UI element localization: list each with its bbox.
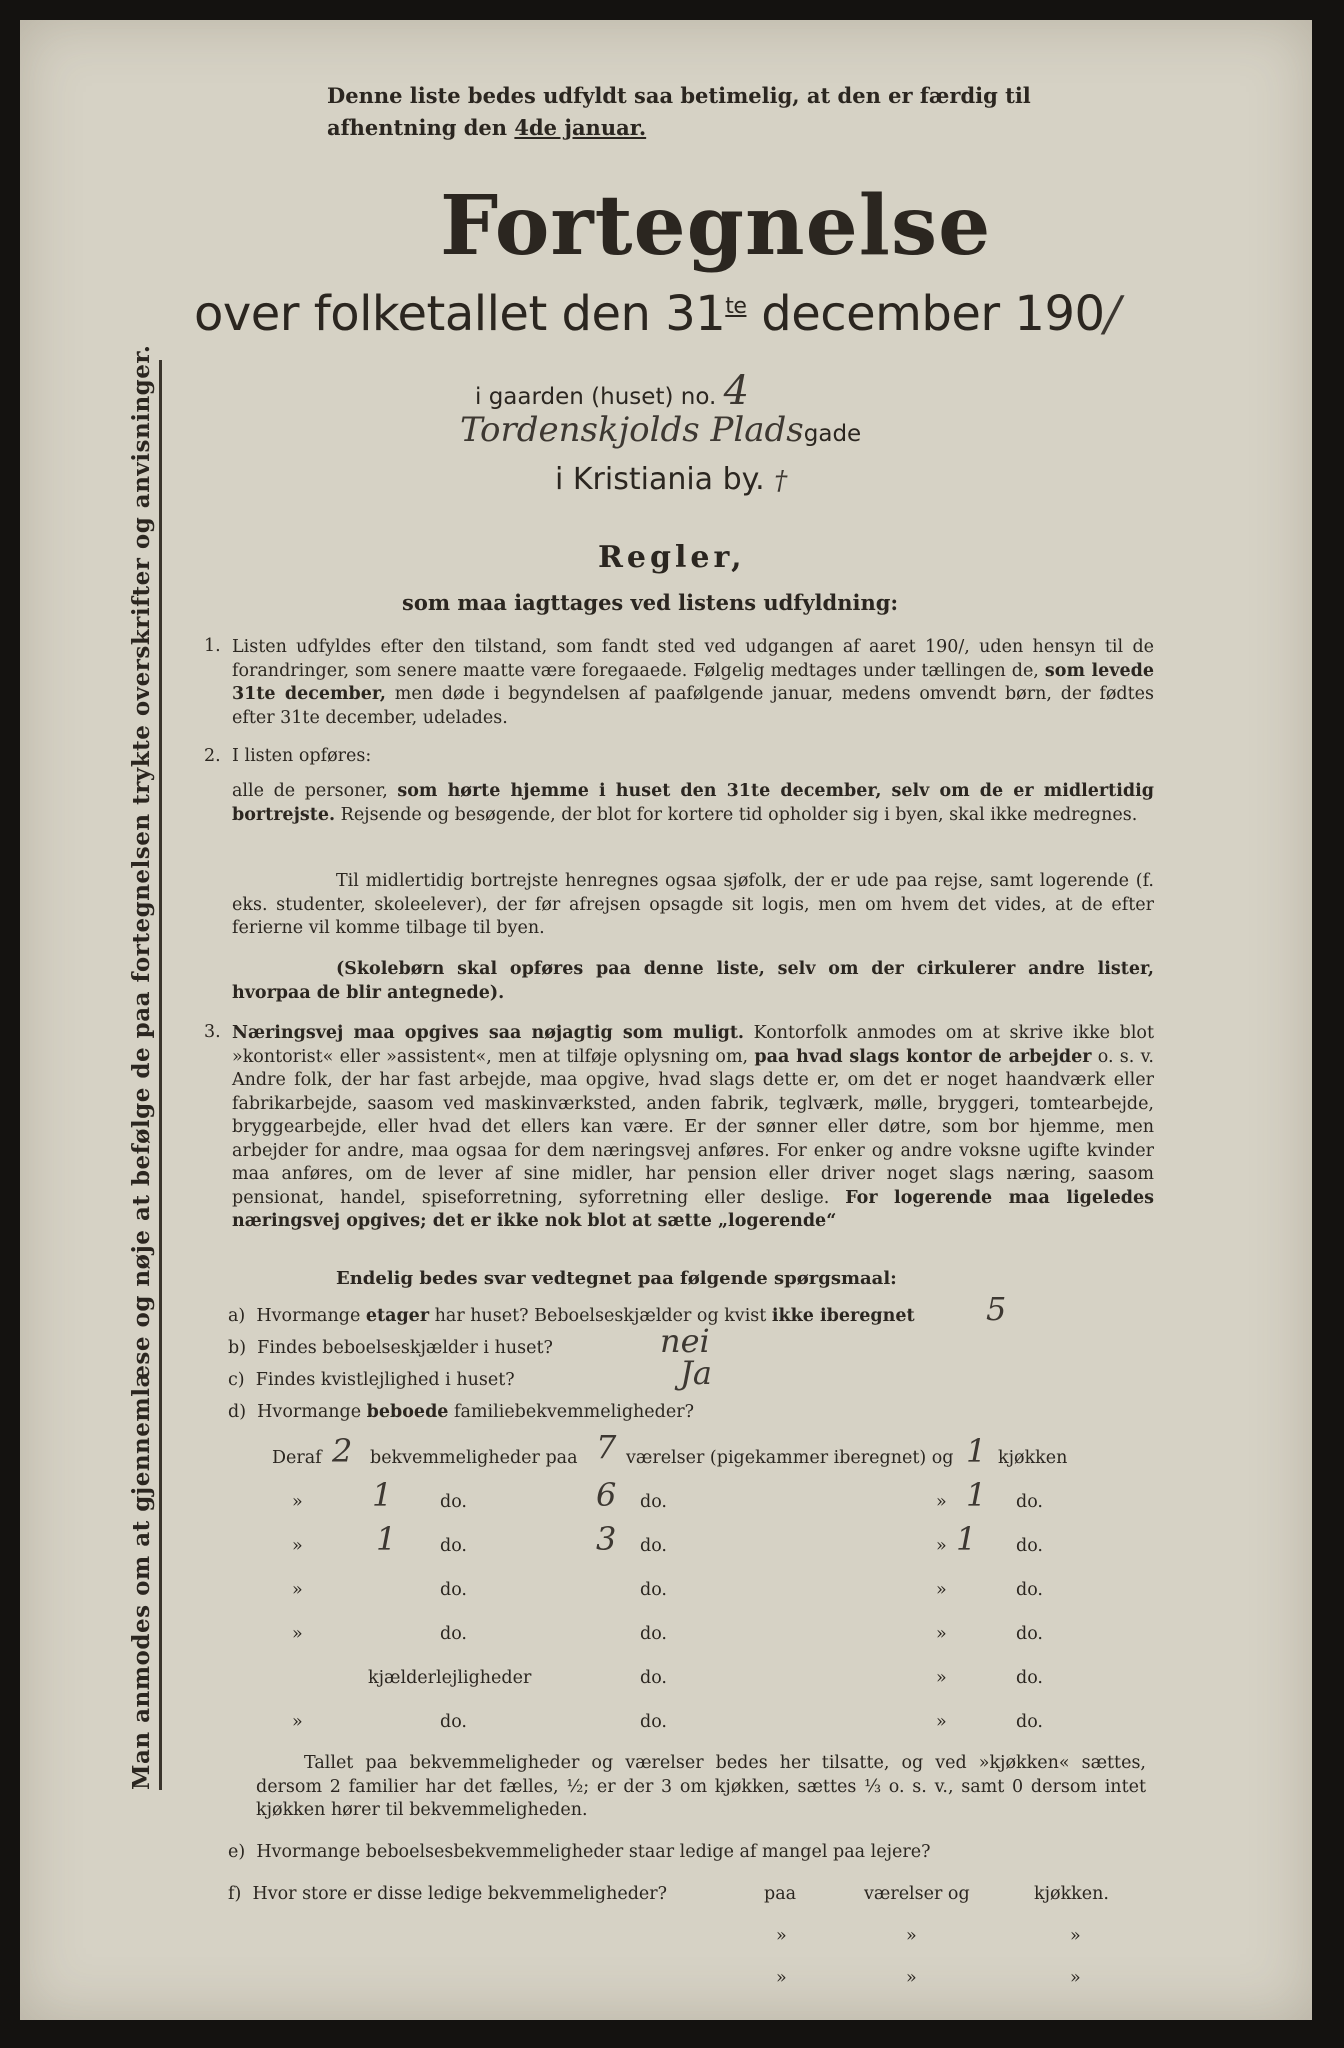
rule-3-part-a: Kontorfolk anmodes om at skrive ikke blot »kontorist« eller »assistent«, men at tilføje oplysning om, (232, 1023, 1154, 1067)
answer-a-handwritten: 5 (986, 1290, 1007, 1328)
form-title: Fortegnelse (440, 178, 992, 274)
question-a (228, 1306, 915, 1326)
question-f-vaerelser: værelser og (864, 1884, 970, 1904)
notice-line-1: Denne liste bedes udfyldt saa betimelig, at den er færdig til (327, 83, 1031, 108)
rule-3-bold-c: For logerende maa ligeledes næringsvej opgives; det er ikke nok blot at sætte „logerende“ (232, 1187, 1154, 1231)
rule-2-number: 2. (204, 746, 221, 766)
table-row-6-quote-2: » (936, 1668, 947, 1688)
collection-notice (327, 80, 1031, 144)
notice-line-2-pre: afhentning den (327, 115, 515, 140)
table-row-1-bekv: 2 (332, 1432, 353, 1470)
question-b-text: Findes beboelseskjælder i huset? (257, 1338, 553, 1358)
table-row-3-do-1: do. (440, 1536, 467, 1556)
question-c-label: c) (228, 1370, 245, 1390)
question-f-quote-5: » (906, 1968, 917, 1988)
question-b-label: b) (228, 1338, 247, 1358)
question-f-quote-4: » (776, 1968, 787, 1988)
table-row-2-do-1: do. (440, 1492, 467, 1512)
question-f-kjokken: kjøkken. (1034, 1884, 1109, 1904)
subtitle-year-handwritten: / (1104, 286, 1121, 342)
table-row-7-do-3: do. (1016, 1712, 1043, 1732)
subtitle-year: december 190 (761, 286, 1105, 342)
question-f (228, 1884, 667, 1904)
table-row-5-do-3: do. (1016, 1624, 1043, 1644)
rule-2-part-a: alle de personer, (232, 781, 388, 801)
table-bekv-header: bekvemmeligheder paa (370, 1448, 578, 1468)
question-e-label: e) (228, 1842, 246, 1862)
question-f-quote-6: » (1070, 1968, 1081, 1988)
table-kjaelder-label: kjælderlejligheder (368, 1668, 532, 1688)
table-row-6-do-3: do. (1016, 1668, 1043, 1688)
table-row-2-vaer: 6 (596, 1476, 617, 1514)
question-c (228, 1370, 515, 1390)
table-row-2-quote: » (292, 1492, 303, 1512)
table-row-3-quote-2: » (936, 1536, 947, 1556)
table-row-4-quote: » (292, 1580, 303, 1600)
question-b (228, 1338, 553, 1358)
table-row-7-do-1: do. (440, 1712, 467, 1732)
city-text: i Kristiania by. (555, 462, 765, 497)
table-row-7-do-2: do. (640, 1712, 667, 1732)
notice-line-2 (327, 112, 1031, 144)
rule-1-number: 1. (204, 636, 221, 656)
question-d-post: familiebekvemmeligheder? (454, 1402, 694, 1422)
question-a-pre: Hvormange (256, 1306, 361, 1326)
table-row-2-bekv: 1 (372, 1476, 393, 1514)
rule-2-part-b: Rejsende og besøgende, der blot for kortere tid opholder sig i byen, skal ikke medregnes. (340, 804, 1138, 825)
rule-3-bold-b: paa hvad slags kontor de arbejder (754, 1046, 1092, 1067)
table-row-4-do-3: do. (1016, 1580, 1043, 1600)
notice-date: 4de januar. (514, 115, 647, 140)
table-row-7-quote-2: » (936, 1712, 947, 1732)
rule-3-number: 3. (204, 1022, 221, 1042)
rules-subtitle: som maa iagttages ved listens udfyldning: (402, 590, 899, 615)
table-row-1-vaer: 7 (596, 1428, 617, 1466)
question-a-label: a) (228, 1306, 246, 1326)
margin-instruction: Man anmodes om at gjennemlæse og nøje at befølge de paa fortegnelsen trykte overskrifter og anvisninger. (128, 360, 162, 1790)
question-f-quote-1: » (776, 1926, 787, 1946)
table-row-3-do-3: do. (1016, 1536, 1043, 1556)
table-row-5-quote: » (292, 1624, 303, 1644)
question-a-bold: etager (365, 1306, 430, 1326)
rule-3-bold-a: Næringsvej maa opgives saa nøjagtig som muligt. (232, 1023, 745, 1043)
question-d-bold: beboede (366, 1402, 449, 1422)
table-kjokken-header: kjøkken (998, 1448, 1068, 1468)
table-footnote: Tallet paa bekvemmeligheder og værelser bedes her tilsatte, og ved »kjøkken« sættes, dersom 2 familier har det fælles, ½; er der 3 om kjøkken, sættes ⅓ o. s. v., samt 0 dersom intet kjøkken hører til bekvemmeligheden. (256, 1753, 1146, 1820)
city-mark: † (774, 466, 788, 496)
table-row-3-bekv: 1 (376, 1520, 397, 1558)
question-e (228, 1842, 930, 1862)
table-row-4-do-2: do. (640, 1580, 667, 1600)
table-row-5-do-2: do. (640, 1624, 667, 1644)
question-a-bold-2: ikke iberegnet (771, 1306, 915, 1326)
answer-b-handwritten: nei (660, 1322, 710, 1360)
table-deraf: Deraf (272, 1448, 322, 1468)
table-row-1-kjok: 1 (966, 1432, 987, 1470)
answer-c-handwritten: Ja (680, 1354, 712, 1392)
rule-2-temporary: Til midlertidig bortrejste henregnes ogsaa sjøfolk, der er ude paa rejse, samt logerende (f. eks. studenter, skoleelever), der før afrejsen opsagde sit logis, men om hvem det vides, at de efter ferierne vil komme tilbage til byen. (232, 871, 1154, 938)
street-line (460, 410, 861, 450)
rule-1-part-b: men døde i begyndelsen af paafølgende januar, medens omvendt børn, der fødtes efter 31te december, udelades. (232, 684, 1154, 728)
table-row-5-quote-2: » (936, 1624, 947, 1644)
question-a-mid: har huset? Beboelseskjælder og kvist (434, 1306, 767, 1326)
table-vaerelser-header: værelser (pigekammer iberegnet) og (626, 1448, 954, 1468)
house-number-line (475, 368, 749, 414)
table-row-3-kjok: 1 (956, 1520, 977, 1558)
question-d (228, 1402, 694, 1422)
table-row-6-do-2: do. (640, 1668, 667, 1688)
house-number-handwritten: 4 (723, 368, 750, 414)
table-row-2-quote-2: » (936, 1492, 947, 1512)
question-f-label: f) (228, 1884, 242, 1904)
table-row-3-vaer: 3 (596, 1520, 617, 1558)
house-label: i gaarden (huset) no. (475, 384, 717, 410)
table-row-3-do-2: do. (640, 1536, 667, 1556)
rule-1-bold: som levede 31te december, (232, 660, 1154, 704)
subtitle-sup: te (725, 294, 747, 319)
question-f-quote-3: » (1070, 1926, 1081, 1946)
rule-2-text (232, 780, 1154, 827)
city-line (555, 462, 787, 497)
table-row-4-quote-2: » (936, 1580, 947, 1600)
street-handwritten: Tordenskjolds Plads (460, 410, 804, 450)
table-row-5-do-1: do. (440, 1624, 467, 1644)
question-e-text: Hvormange beboelsesbekvemmeligheder staar ledige af mangel paa lejere? (256, 1842, 931, 1862)
table-row-2-kjok: 1 (966, 1476, 987, 1514)
table-row-2-do-2: do. (640, 1492, 667, 1512)
rule-2-bold: som hørte hjemme i huset den 31te december, selv om de er midlertidig bortrejste. (232, 781, 1154, 825)
form-subtitle (194, 286, 1120, 342)
question-d-pre: Hvormange (257, 1402, 362, 1422)
table-row-3-quote: » (292, 1536, 303, 1556)
rule-2-heading: I listen opføres: (232, 746, 372, 766)
questions-heading: Endelig bedes svar vedtegnet paa følgende spørgsmaal: (336, 1268, 897, 1289)
question-f-text: Hvor store er disse ledige bekvemmeligheder? (252, 1884, 668, 1904)
question-f-quote-2: » (906, 1926, 917, 1946)
rules-title: Regler, (598, 540, 746, 575)
table-row-4-do-1: do. (440, 1580, 467, 1600)
question-d-label: d) (228, 1402, 247, 1422)
table-row-2-do-3: do. (1016, 1492, 1043, 1512)
street-suffix: gade (803, 421, 862, 447)
rule-1-part-a: Listen udfyldes efter den tilstand, som fandt sted ved udgangen af aaret 190/, uden hensyn til de forandringer, som senere maatte være foregaaede. Følgelig medtages under tællingen de, (232, 637, 1154, 681)
table-row-7-quote: » (292, 1712, 303, 1732)
question-f-paa: paa (764, 1884, 797, 1904)
rule-3-part-b: o. s. v. Andre folk, der har fast arbejde, maa opgive, hvad slags dette er, om det er noget haandværk eller fabrikarbejde, saasom ved maskinværksted, anden fabrik, teglværk, mølle, bryggeri, tomtearbejde, bryggearbejde, eller hvad det ellers kan være. Er der sønner eller døtre, som bor hjemme, men arbejder for andre, maa ogsaa for dem næringsvej anføres. For enker og andre voksne ugifte kvinder maa anføres, om de lever af sine midler, har pension eller driver noget slags næring, saasom pensionat, handel, spiseforretning, syforretning eller deslige. (232, 1046, 1154, 1208)
question-c-text: Findes kvistlejlighed i huset? (255, 1370, 515, 1390)
subtitle-main: over folketallet den 31 (194, 286, 726, 342)
rule-3-text (232, 1022, 1154, 1234)
rule-2-schoolchildren: (Skolebørn skal opføres paa denne liste, selv om der cirkulerer andre lister, hvorpaa de blir antegnede). (232, 959, 1154, 1003)
rule-1-text (232, 636, 1154, 730)
